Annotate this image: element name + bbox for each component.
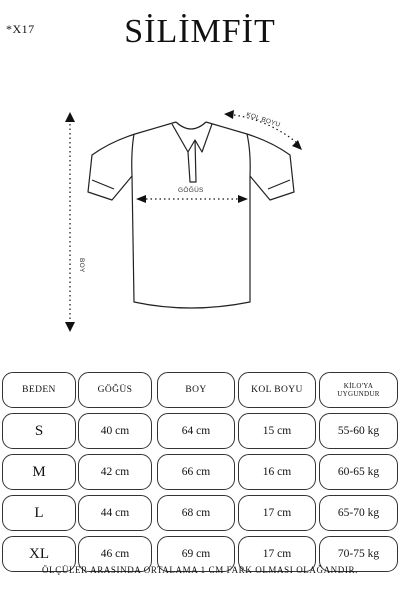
sleeve-label: KOL BOYU <box>245 111 282 129</box>
chest-cell: 40 cm <box>78 413 152 449</box>
weight-cell: 55-60 kg <box>319 413 398 449</box>
header-sleeve: KOL BOYU <box>238 372 316 408</box>
length-cell: 66 cm <box>157 454 235 490</box>
sleeve-cell: 16 cm <box>238 454 316 490</box>
header-length: BOY <box>157 372 235 408</box>
header-weight <box>319 372 398 408</box>
sleeve-cell: 17 cm <box>238 536 316 572</box>
chest-cell: 46 cm <box>78 536 152 572</box>
length-label: BOY <box>78 258 85 273</box>
sleeve-cell: 17 cm <box>238 495 316 531</box>
header-size: BEDEN <box>2 372 76 408</box>
header-weight-line1: KİLO'YA <box>343 382 374 390</box>
shirt-measurement-diagram <box>0 100 400 340</box>
size-cell: S <box>2 413 76 449</box>
table-header-row <box>0 372 400 410</box>
table-row <box>0 454 400 492</box>
weight-cell: 70-75 kg <box>319 536 398 572</box>
table-row <box>0 495 400 533</box>
polo-shirt-outline <box>88 122 294 308</box>
size-chart-table <box>0 372 400 577</box>
chest-cell: 44 cm <box>78 495 152 531</box>
length-arrow <box>65 112 75 332</box>
chest-cell: 42 cm <box>78 454 152 490</box>
length-cell: 69 cm <box>157 536 235 572</box>
table-row <box>0 413 400 451</box>
size-cell: L <box>2 495 76 531</box>
footnote: ÖLÇÜLER ARASINDA ORTALAMA 1 CM FARK OLMASI OLAĞANDIR. <box>42 565 358 575</box>
header-chest: GÖĞÜS <box>78 372 152 408</box>
product-code: *X17 <box>6 22 35 36</box>
shirt-diagram-svg <box>0 100 400 340</box>
chest-label: GÖĞÜS <box>178 187 204 194</box>
brand-title: SİLİMFİT <box>124 13 276 50</box>
weight-cell: 65-70 kg <box>319 495 398 531</box>
length-cell: 64 cm <box>157 413 235 449</box>
sleeve-cell: 15 cm <box>238 413 316 449</box>
size-cell: XL <box>2 536 76 572</box>
size-cell: M <box>2 454 76 490</box>
chest-arrow <box>136 195 248 203</box>
length-cell: 68 cm <box>157 495 235 531</box>
weight-cell: 60-65 kg <box>319 454 398 490</box>
header-weight-line2: UYGUNDUR <box>337 390 380 398</box>
